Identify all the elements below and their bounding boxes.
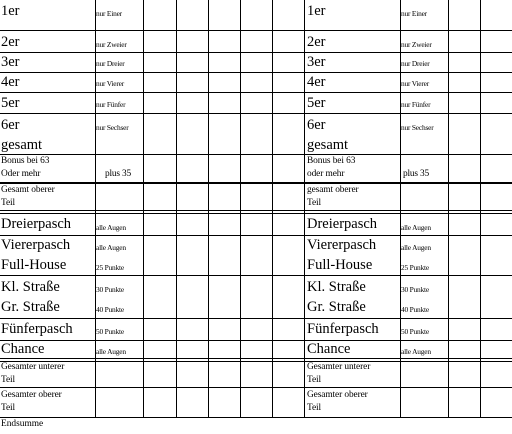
row-label-gesamt-oberer: Gesamt oberer xyxy=(1,185,55,195)
row-label-bonus: Bonus bei 63 xyxy=(1,156,50,166)
grid-vline xyxy=(143,0,144,418)
grid-hline xyxy=(0,275,512,276)
row-label-kl-strasse: Kl. Straße xyxy=(1,279,60,295)
row-note-5er: nur Fünfer xyxy=(96,100,126,109)
endsumme-label: Endsumme xyxy=(1,419,44,429)
grid-hline xyxy=(0,210,512,211)
row-label-1er: 1er xyxy=(307,3,326,19)
row-label-gesamter-unterer: Gesamter unterer xyxy=(307,362,371,372)
row-label-gr-strasse: Gr. Straße xyxy=(307,299,366,315)
row-label-2er: 2er xyxy=(1,34,20,50)
row-label-viererpasch: Viererpasch xyxy=(307,237,377,253)
row-note-fuenferpasch: 50 Punkte xyxy=(401,327,429,336)
row-label-gesamter-oberer: Gesamter oberer xyxy=(307,390,368,400)
row-note-gr-strasse: 40 Punkte xyxy=(96,305,124,314)
row-label-dreierpasch: Dreierpasch xyxy=(307,216,378,232)
grid-vline xyxy=(448,0,449,418)
row-note-gr-strasse: 40 Punkte xyxy=(401,305,429,314)
row-note-2er: nur Zweier xyxy=(401,40,432,49)
grid-hline xyxy=(0,30,512,31)
row-label-chance: Chance xyxy=(1,341,45,357)
row-label-3er: 3er xyxy=(1,54,20,70)
row-label-bonus-2: Oder mehr xyxy=(1,169,41,179)
row-label-gesamter-unterer-2: Teil xyxy=(307,375,322,385)
grid-hline xyxy=(0,182,512,184)
row-label-gesamt-oberer-2: Teil xyxy=(1,198,16,208)
row-label-gesamt: gesamt xyxy=(307,137,349,153)
row-label-dreierpasch: Dreierpasch xyxy=(1,216,72,232)
row-note-dreierpasch: alle Augen xyxy=(401,223,431,232)
row-note-1er: nur Einer xyxy=(401,9,427,18)
row-label-fuenferpasch: Fünferpasch xyxy=(1,321,73,337)
row-note-fuenferpasch: 50 Punkte xyxy=(96,327,124,336)
row-label-5er: 5er xyxy=(307,95,326,111)
grid-vline xyxy=(304,0,305,418)
row-label-1er: 1er xyxy=(1,3,20,19)
row-note-3er: nur Dreier xyxy=(96,59,125,68)
grid-hline xyxy=(0,213,512,214)
grid-hline xyxy=(0,340,512,341)
row-label-chance: Chance xyxy=(307,341,351,357)
row-label-bonus-2: oder mehr xyxy=(307,169,345,179)
row-note-6er: nur Sechser xyxy=(401,123,434,132)
row-label-full-house: Full-House xyxy=(307,257,373,273)
row-label-gesamter-unterer-2: Teil xyxy=(1,375,16,385)
row-label-gesamter-oberer-2: Teil xyxy=(307,403,322,413)
row-note-6er: nur Sechser xyxy=(96,123,129,132)
grid-hline xyxy=(0,387,512,388)
row-label-full-house: Full-House xyxy=(1,257,67,273)
row-label-6er: 6er xyxy=(307,117,326,133)
grid-hline xyxy=(0,417,512,418)
grid-hline xyxy=(0,361,512,362)
grid-hline xyxy=(0,72,512,73)
row-label-gesamter-oberer-2: Teil xyxy=(1,403,16,413)
grid-vline xyxy=(480,0,481,418)
grid-hline xyxy=(0,318,512,319)
row-label-bonus: Bonus bei 63 xyxy=(307,156,356,166)
row-note-chance: alle Augen xyxy=(401,347,431,356)
row-note-5er: nur Fünfer xyxy=(401,100,431,109)
grid-hline xyxy=(0,52,512,53)
grid-hline xyxy=(0,113,512,114)
row-label-gesamter-oberer: Gesamter oberer xyxy=(1,390,62,400)
row-note-4er: nur Vierer xyxy=(401,79,429,88)
grid-vline xyxy=(240,0,241,418)
grid-vline xyxy=(272,0,273,418)
row-label-gesamt: gesamt xyxy=(1,137,43,153)
grid-hline xyxy=(0,358,512,359)
row-label-4er: 4er xyxy=(1,74,20,90)
row-note-bonus: plus 35 xyxy=(105,169,131,179)
row-label-fuenferpasch: Fünferpasch xyxy=(307,321,379,337)
grid-hline xyxy=(0,92,512,93)
grid-hline xyxy=(0,154,512,155)
grid-vline xyxy=(208,0,209,418)
row-note-chance: alle Augen xyxy=(96,347,126,356)
grid-vline xyxy=(176,0,177,418)
row-note-3er: nur Dreier xyxy=(401,59,430,68)
row-note-kl-strasse: 30 Punkte xyxy=(96,285,124,294)
row-label-5er: 5er xyxy=(1,95,20,111)
row-note-full-house: 25 Punkte xyxy=(401,263,429,272)
row-label-gesamt-oberer: gesamt oberer xyxy=(307,185,359,195)
row-note-2er: nur Zweier xyxy=(96,40,127,49)
row-note-full-house: 25 Punkte xyxy=(96,263,124,272)
row-label-6er: 6er xyxy=(1,117,20,133)
row-note-dreierpasch: alle Augen xyxy=(96,223,126,232)
row-note-bonus: plus 35 xyxy=(403,169,429,179)
row-note-kl-strasse: 30 Punkte xyxy=(401,285,429,294)
row-label-gr-strasse: Gr. Straße xyxy=(1,299,60,315)
row-label-3er: 3er xyxy=(307,54,326,70)
row-label-4er: 4er xyxy=(307,74,326,90)
row-label-2er: 2er xyxy=(307,34,326,50)
row-label-gesamter-unterer: Gesamter unterer xyxy=(1,362,65,372)
row-note-viererpasch: alle Augen xyxy=(96,243,126,252)
row-note-4er: nur Vierer xyxy=(96,79,124,88)
row-label-viererpasch: Viererpasch xyxy=(1,237,71,253)
row-note-viererpasch: alle Augen xyxy=(401,243,431,252)
row-note-1er: nur Einer xyxy=(96,9,122,18)
row-label-kl-strasse: Kl. Straße xyxy=(307,279,366,295)
grid-hline xyxy=(0,235,512,236)
row-label-gesamt-oberer-2: Teil xyxy=(307,198,322,208)
